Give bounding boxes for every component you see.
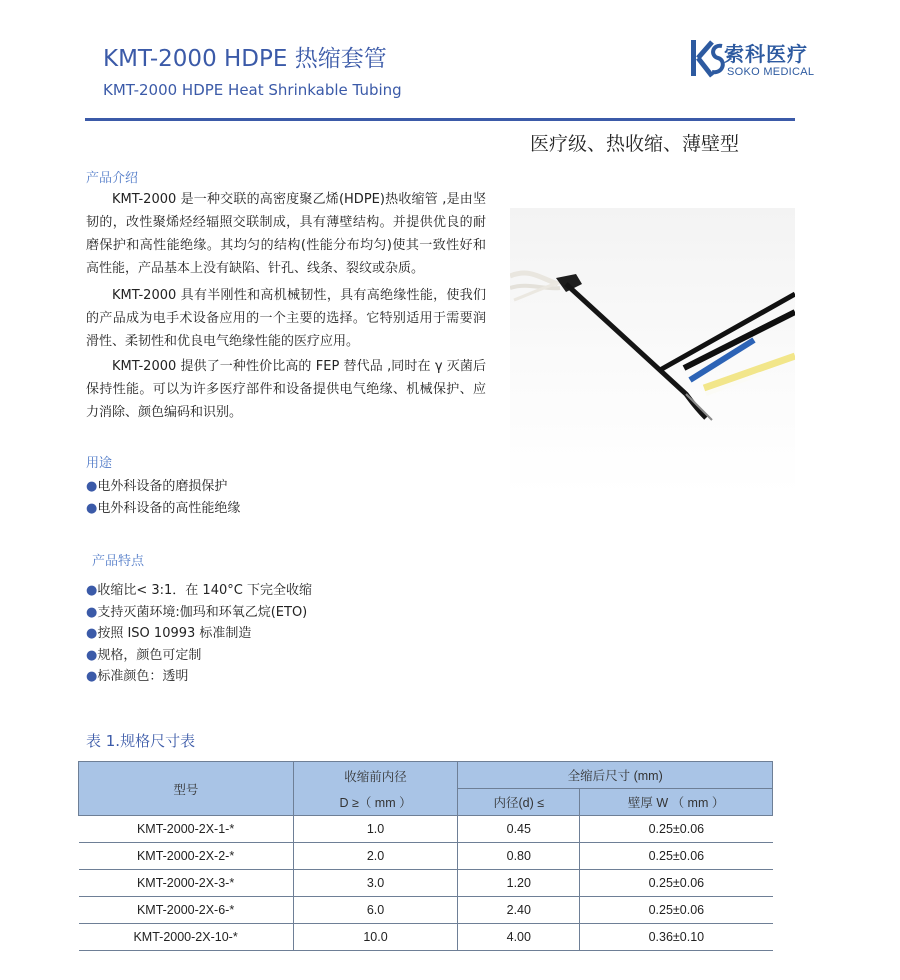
col-header-model: 型号	[79, 762, 294, 816]
cell-model: KMT-2000-2X-10-*	[79, 924, 294, 951]
bullet-icon: ●	[86, 626, 98, 641]
intro-heading: 产品介绍	[86, 171, 139, 186]
page-subtitle: KMT-2000 HDPE Heat Shrinkable Tubing	[103, 81, 402, 99]
logo-text-cn: 索科医疗	[724, 42, 808, 66]
bullet-icon: ●	[86, 583, 98, 598]
col-header-pre-line2: D ≥（ mm ）	[339, 795, 412, 810]
spec-table	[78, 761, 773, 951]
bullet-icon: ●	[86, 500, 98, 516]
bullet-icon: ●	[86, 669, 98, 684]
bullet-icon: ●	[86, 647, 98, 663]
col-header-pre-line1: 收缩前内径	[344, 769, 407, 784]
list-item: ●按照 ISO 10993 标准制造	[86, 626, 252, 641]
table-row	[79, 816, 773, 843]
cell-pre-diameter: 2.0	[293, 843, 458, 870]
cell-pre-diameter: 3.0	[293, 870, 458, 897]
col-header-post-shrink: 全缩后尺寸 (mm)	[458, 762, 773, 789]
cell-inner-diameter: 4.00	[458, 924, 580, 951]
intro-paragraph-3: KMT-2000 提供了一种性价比高的 FEP 替代品 ,同时在 γ 灭菌后保持性能。可以为许多医疗部件和设备提供电气绝缘、机械保护、应力消除、颜色编码和识别。	[86, 359, 486, 420]
cell-inner-diameter: 0.80	[458, 843, 580, 870]
cell-model: KMT-2000-2X-2-*	[79, 843, 294, 870]
bullet-icon: ●	[86, 604, 98, 620]
product-tagline: 医疗级、热收缩、薄壁型	[530, 133, 740, 155]
intro-paragraph-1: KMT-2000 是一种交联的高密度聚乙烯(HDPE)热收缩管 ,是由坚韧的，改性聚烯烃经辐照交联制成，具有薄壁结构。并提供优良的耐磨保护和高性能绝缘。其均匀的结构(性能分布均匀)使其一致性好和高性能，产品基本上没有缺陷、针孔、线条、裂纹或杂质。	[86, 192, 486, 276]
cell-inner-diameter: 2.40	[458, 897, 580, 924]
header-divider	[85, 118, 795, 121]
cell-pre-diameter: 1.0	[293, 816, 458, 843]
cell-wall: 0.25±0.06	[580, 870, 773, 897]
cell-model: KMT-2000-2X-3-*	[79, 870, 294, 897]
table-row	[79, 843, 773, 870]
cell-pre-diameter: 6.0	[293, 897, 458, 924]
cell-wall: 0.25±0.06	[580, 816, 773, 843]
table-row	[79, 870, 773, 897]
table-row	[79, 897, 773, 924]
intro-paragraph-2: KMT-2000 具有半刚性和高机械韧性，具有高绝缘性能，使我们的产品成为电手术设备应用的一个主要的选择。它特别适用于需要润滑性、柔韧性和优良电气绝缘性能的医疗应用。	[86, 288, 486, 349]
col-header-inner-diameter: 内径(d) ≤	[458, 789, 580, 816]
list-item: ●规格，颜色可定制	[86, 647, 202, 663]
list-item: ●电外科设备的磨损保护	[86, 479, 228, 494]
col-header-pre-shrink	[293, 762, 458, 816]
uses-list	[86, 476, 240, 519]
page-title: KMT-2000 HDPE 热缩套管	[103, 46, 387, 72]
cell-pre-diameter: 10.0	[293, 924, 458, 951]
cell-inner-diameter: 1.20	[458, 870, 580, 897]
table-row	[79, 924, 773, 951]
product-photo	[510, 208, 795, 496]
list-item: ●电外科设备的高性能绝缘	[86, 500, 241, 516]
features-list	[86, 580, 312, 688]
cell-model: KMT-2000-2X-6-*	[79, 897, 294, 924]
list-item: ●收缩比< 3:1．在 140°C 下完全收缩	[86, 583, 312, 598]
features-heading: 产品特点	[92, 554, 145, 569]
cell-model: KMT-2000-2X-1-*	[79, 816, 294, 843]
cell-wall: 0.36±0.10	[580, 924, 773, 951]
cell-wall: 0.25±0.06	[580, 843, 773, 870]
logo-text-en: SOKO MEDICAL	[727, 66, 815, 78]
table-caption: 表 1.规格尺寸表	[86, 732, 196, 750]
list-item: ●支持灭菌环境:伽玛和环氧乙烷(ETO)	[86, 604, 308, 620]
cell-inner-diameter: 0.45	[458, 816, 580, 843]
uses-heading: 用途	[86, 456, 113, 471]
cell-wall: 0.25±0.06	[580, 897, 773, 924]
bullet-icon: ●	[86, 479, 98, 494]
col-header-wall-thickness: 壁厚 W （ mm ）	[580, 789, 773, 816]
list-item: ●标准颜色：透明	[86, 669, 189, 684]
